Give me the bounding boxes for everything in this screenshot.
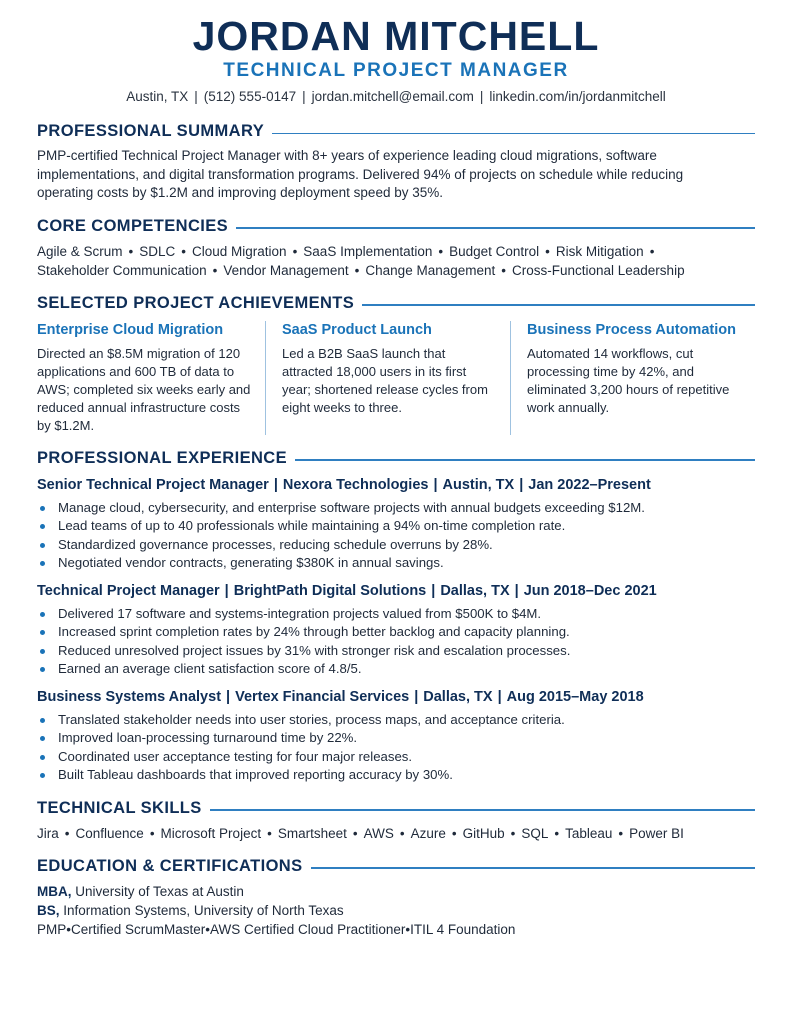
job-bullet: Earned an average client satisfaction score of 4.8/5. [37, 660, 755, 679]
achievement-card [37, 321, 265, 435]
education-section-heading [37, 857, 755, 876]
section-label: SELECTED PROJECT ACHIEVEMENTS [37, 293, 355, 312]
degree-entry [37, 882, 755, 901]
degree-entry [37, 901, 755, 920]
skill-item: Smartsheet [277, 825, 347, 841]
section-label: PROFESSIONAL EXPERIENCE [37, 448, 288, 467]
skill-item: Azure [410, 825, 446, 841]
bullet-separator: • [501, 262, 506, 278]
job-title-line [37, 582, 755, 601]
competencies-section-heading [37, 217, 755, 236]
competency-item: Cross-Functional Leadership [511, 262, 685, 278]
bullet-separator: • [554, 825, 560, 841]
resume-header [37, 14, 755, 106]
education-list [37, 882, 755, 939]
bullet-separator: • [545, 243, 550, 259]
achievement-card [265, 321, 510, 435]
competency-item: Agile & Scrum [37, 243, 123, 259]
bullet-separator: • [149, 825, 155, 841]
contact-separator: | [302, 89, 306, 104]
summary-text: PMP-certified Technical Project Manager with 8+ years of experience leading cloud migrations, software implementations, and digital transformation programs. Delivered 94% of projects on schedule while reducing operating costs by $1.2M and improving deployment speed by 35%. [37, 148, 684, 200]
job-entry [37, 582, 755, 679]
achievement-text: Automated 14 workflows, cut processing time by 42%, and eliminated 3,200 hours of repetitive work annually. [527, 345, 730, 415]
bullet-separator: • [649, 243, 655, 259]
job-dates: Jun 2018–Dec 2021 [523, 582, 657, 599]
bullet-separator: • [352, 825, 358, 841]
job-separator: | [519, 476, 524, 493]
section-rule [236, 227, 755, 229]
contact-phone: (512) 555-0147 [203, 89, 297, 104]
job-bullet: Delivered 17 software and systems-integration projects valued from $500K to $4M. [37, 605, 755, 624]
job-role: Senior Technical Project Manager [37, 476, 269, 493]
competency-item: Cloud Migration [192, 243, 287, 259]
section-rule [311, 867, 755, 869]
competency-item: SDLC [139, 243, 176, 259]
summary-section-heading [37, 122, 755, 141]
competency-item: SaaS Implementation [303, 243, 433, 259]
job-bullet: Increased sprint completion rates by 24% through better backlog and capacity planning. [37, 623, 755, 642]
bullet-separator: • [451, 825, 457, 841]
degree-school: Information Systems, University of North Texas [63, 902, 344, 918]
certification-item: ITIL 4 Foundation [410, 921, 516, 937]
job-role: Technical Project Manager [37, 582, 220, 599]
job-bullet: Translated stakeholder needs into user stories, process maps, and acceptance criteria. [37, 711, 755, 730]
experience-section-heading [37, 449, 755, 468]
job-bullet: Manage cloud, cybersecurity, and enterprise software projects with annual budgets exceeding $12M. [37, 499, 755, 518]
job-separator: | [414, 688, 419, 705]
job-bullet: Built Tableau dashboards that improved reporting accuracy by 30%. [37, 766, 755, 785]
job-separator: | [431, 582, 436, 599]
contact-line [37, 88, 755, 106]
section-label: CORE COMPETENCIES [37, 216, 229, 235]
bullet-separator: • [66, 921, 71, 937]
contact-linkedin[interactable]: linkedin.com/in/jordanmitchell [489, 89, 666, 104]
certifications-line [37, 920, 755, 939]
job-bullet: Reduced unresolved project issues by 31% with stronger risk and escalation processes. [37, 642, 755, 661]
competency-item: Vendor Management [223, 262, 349, 278]
skills-section-heading [37, 799, 755, 818]
competencies-line-1 [37, 242, 755, 261]
bullet-separator: • [205, 921, 211, 937]
job-bullet: Lead teams of up to 40 professionals while maintaining a 94% on-time completion rate. [37, 517, 755, 536]
job-bullet: Standardized governance processes, reducing schedule overruns by 28%. [37, 536, 755, 555]
bullet-separator: • [405, 921, 411, 937]
competency-item: Stakeholder Communication [37, 262, 207, 278]
section-rule [295, 459, 755, 461]
bullet-separator: • [292, 243, 298, 259]
job-bullet: Improved loan-processing turnaround time by 22%. [37, 729, 755, 748]
job-title-line [37, 476, 755, 495]
competencies-line-2 [37, 261, 755, 280]
bullet-separator: • [267, 825, 272, 841]
competencies-list [37, 242, 755, 280]
bullet-separator: • [128, 243, 134, 259]
achievements-columns [37, 321, 755, 435]
section-label: EDUCATION & CERTIFICATIONS [37, 856, 303, 875]
degree-name: MBA, [37, 883, 72, 899]
job-entry [37, 476, 755, 573]
job-location: Dallas, TX [423, 688, 493, 705]
competency-item: Budget Control [449, 243, 540, 259]
job-company: BrightPath Digital Solutions [233, 582, 427, 599]
bullet-separator: • [399, 825, 405, 841]
contact-separator: | [479, 89, 484, 104]
skill-item: Confluence [75, 825, 144, 841]
job-separator: | [497, 688, 502, 705]
section-label: PROFESSIONAL SUMMARY [37, 122, 265, 140]
contact-separator: | [194, 89, 198, 104]
certification-item: PMP [37, 921, 67, 937]
job-separator: | [226, 688, 231, 705]
job-bullet: Negotiated vendor contracts, generating $380K in annual savings. [37, 554, 755, 573]
skill-item: GitHub [462, 825, 505, 841]
job-dates: Jan 2022–Present [528, 476, 651, 493]
job-bullets [37, 605, 755, 679]
resume-page [37, 14, 755, 939]
achievement-title: Enterprise Cloud Migration [37, 321, 224, 338]
skill-item: Power BI [629, 825, 684, 841]
job-separator: | [273, 476, 278, 493]
achievements-section-heading [37, 294, 755, 313]
achievement-title: Business Process Automation [527, 321, 736, 338]
job-bullet: Coordinated user acceptance testing for four major releases. [37, 748, 755, 767]
bullet-separator: • [64, 825, 70, 841]
certification-item: Certified ScrumMaster [71, 921, 206, 937]
candidate-name: JORDAN MITCHELL [192, 13, 600, 59]
achievement-card [510, 321, 755, 435]
bullet-separator: • [618, 825, 624, 841]
section-label: TECHNICAL SKILLS [37, 798, 202, 817]
job-title-line [37, 688, 755, 707]
certification-item: AWS Certified Cloud Practitioner [210, 921, 406, 937]
achievement-text: Led a B2B SaaS launch that attracted 18,000 users in its first year; shortened release cycles from eight weeks to three. [282, 345, 488, 415]
section-rule [272, 133, 755, 135]
job-dates: Aug 2015–May 2018 [506, 688, 644, 705]
candidate-title: TECHNICAL PROJECT MANAGER [223, 60, 569, 81]
skill-item: SQL [521, 825, 549, 841]
degree-school: University of Texas at Austin [75, 883, 244, 899]
bullet-separator: • [354, 262, 360, 278]
job-location: Dallas, TX [440, 582, 510, 599]
degree-name: BS, [37, 902, 60, 918]
job-location: Austin, TX [442, 476, 515, 493]
bullet-separator: • [510, 825, 516, 841]
job-separator: | [224, 582, 229, 599]
bullet-separator: • [181, 243, 187, 259]
skill-item: Jira [37, 825, 59, 841]
skill-item: Microsoft Project [160, 825, 262, 841]
job-separator: | [433, 476, 438, 493]
job-company: Nexora Technologies [282, 476, 429, 493]
competency-item: Change Management [365, 262, 496, 278]
job-entry [37, 688, 755, 785]
competency-item: Risk Mitigation [555, 243, 644, 259]
achievement-text: Directed an $8.5M migration of 120 applications and 600 TB of data to AWS; completed six weeks early and reduced annual infrastructure costs by $1.2M. [37, 345, 251, 433]
contact-email[interactable]: jordan.mitchell@email.com [311, 89, 474, 104]
job-bullets [37, 711, 755, 785]
bullet-separator: • [212, 262, 218, 278]
job-separator: | [514, 582, 519, 599]
skill-item: Tableau [565, 825, 613, 841]
skill-item: AWS [363, 825, 394, 841]
contact-location: Austin, TX [126, 89, 189, 104]
section-rule [362, 304, 755, 306]
section-rule [210, 809, 755, 811]
job-role: Business Systems Analyst [37, 688, 222, 705]
skills-list [37, 824, 755, 843]
experience-list [37, 476, 755, 785]
job-company: Vertex Financial Services [235, 688, 410, 705]
bullet-separator: • [438, 243, 444, 259]
achievement-title: SaaS Product Launch [282, 321, 432, 338]
job-bullets [37, 499, 755, 573]
